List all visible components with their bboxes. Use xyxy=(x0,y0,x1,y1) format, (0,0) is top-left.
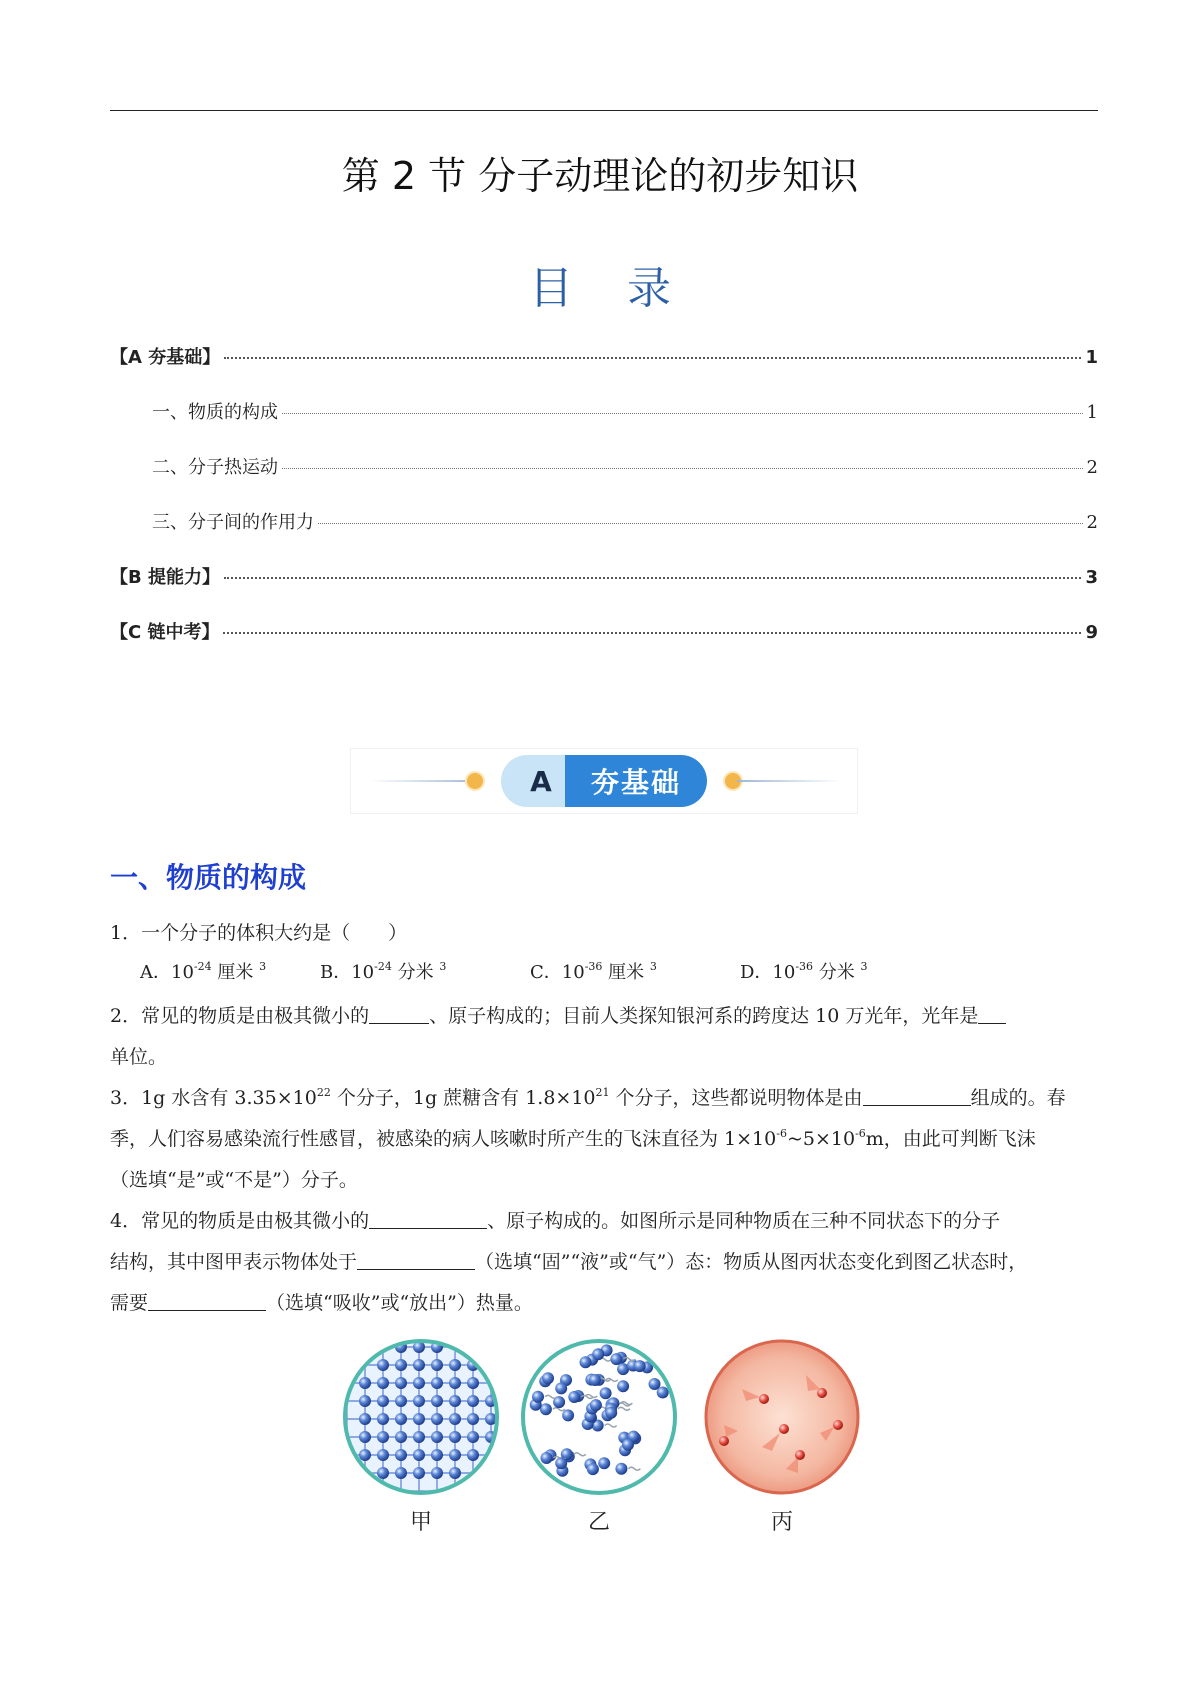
toc-label: 【C 链中考】 xyxy=(110,622,220,643)
molecule xyxy=(413,1377,425,1389)
toc-item-2[interactable] xyxy=(152,453,1098,479)
answer-blank[interactable] xyxy=(369,1001,429,1024)
toc-page: 9 xyxy=(1085,622,1098,643)
molecule xyxy=(359,1449,371,1461)
molecule xyxy=(413,1413,425,1425)
molecule xyxy=(649,1378,661,1390)
option-c: C．$10^{-36}$ 厘米 $^3$ xyxy=(530,960,657,983)
liquid-state-diagram xyxy=(519,1337,679,1497)
toc-heading: 目录 xyxy=(529,263,725,314)
toc-leader xyxy=(282,413,1083,414)
gas-state-diagram xyxy=(702,1337,862,1497)
molecule xyxy=(395,1431,407,1443)
option-d: D．$10^{-36}$ 分米 $^3$ xyxy=(740,960,868,983)
toc-label: 【A 夯基础】 xyxy=(110,347,221,368)
header-rule xyxy=(110,110,1098,111)
question-stem: 1．一个分子的体积大约是（ ） xyxy=(110,922,408,944)
molecule xyxy=(413,1467,425,1479)
molecule xyxy=(377,1449,389,1461)
molecule xyxy=(395,1377,407,1389)
molecule xyxy=(449,1359,461,1371)
figure-label-bing: 丙 xyxy=(770,1510,793,1535)
molecule xyxy=(568,1391,580,1403)
molecule xyxy=(377,1377,389,1389)
molecule xyxy=(413,1431,425,1443)
molecule xyxy=(532,1391,544,1403)
molecule xyxy=(377,1413,389,1425)
toc-page: 2 xyxy=(1086,512,1098,533)
banner-line-left xyxy=(369,780,481,782)
toc-item-b[interactable] xyxy=(110,563,1098,589)
option-a: A．$10^{-24}$ 厘米 $^3$ xyxy=(140,960,267,983)
molecule xyxy=(587,1463,599,1475)
molecule xyxy=(589,1374,601,1386)
molecule xyxy=(413,1359,425,1371)
molecule xyxy=(562,1409,574,1421)
molecule xyxy=(617,1380,629,1392)
molecule xyxy=(431,1467,443,1479)
toc-page: 1 xyxy=(1085,347,1098,368)
molecule xyxy=(413,1449,425,1461)
toc-leader xyxy=(224,357,1081,359)
toc-item-3[interactable] xyxy=(152,508,1098,534)
toc-label: 一、物质的构成 xyxy=(152,402,278,423)
toc-item-1[interactable] xyxy=(152,398,1098,424)
molecule xyxy=(431,1449,443,1461)
molecule xyxy=(359,1413,371,1425)
molecule xyxy=(377,1359,389,1371)
molecule xyxy=(377,1395,389,1407)
solid-state-diagram xyxy=(341,1337,501,1497)
molecule xyxy=(359,1377,371,1389)
molecule xyxy=(467,1377,479,1389)
molecule xyxy=(395,1467,407,1479)
molecule xyxy=(555,1457,567,1469)
molecule xyxy=(467,1449,479,1461)
molecule xyxy=(449,1377,461,1389)
molecule xyxy=(377,1431,389,1443)
molecule xyxy=(395,1395,407,1407)
molecule xyxy=(449,1431,461,1443)
molecule xyxy=(592,1348,604,1360)
toc-label: 二、分子热运动 xyxy=(152,457,278,478)
figure-label-yi: 乙 xyxy=(587,1510,610,1535)
molecule xyxy=(377,1467,389,1479)
molecule xyxy=(467,1431,479,1443)
molecule xyxy=(431,1377,443,1389)
molecule xyxy=(395,1413,407,1425)
molecule xyxy=(610,1353,622,1365)
molecule xyxy=(431,1413,443,1425)
answer-blank[interactable] xyxy=(369,1206,487,1229)
section-banner xyxy=(350,748,858,814)
toc-leader xyxy=(224,577,1081,579)
molecule xyxy=(449,1395,461,1407)
molecule xyxy=(615,1463,627,1475)
molecule xyxy=(541,1452,553,1464)
molecule xyxy=(467,1413,479,1425)
molecule xyxy=(449,1449,461,1461)
question-2: 2．常见的物质是由极其微小的 、原子构成的；目前人类探知银河系的跨度达 10 万光年，光年是 单位。 xyxy=(110,996,1100,1078)
question-1-options xyxy=(140,958,1040,988)
molecule xyxy=(622,1439,634,1451)
answer-blank[interactable] xyxy=(863,1083,971,1106)
question-4: 4．常见的物质是由极其微小的 、原子构成的。如图所示是同种物质在三种不同状态下的分子 结构，其中图甲表示物体处于 （选填“固”“液”或“气”）态：物质从图丙状态变化到图乙状态时， 需要 （选填“吸收”或“放出”）热量。 xyxy=(110,1201,1100,1324)
answer-blank[interactable] xyxy=(978,1001,1006,1024)
toc-page: 2 xyxy=(1086,457,1098,478)
molecule xyxy=(449,1467,461,1479)
toc-label: 三、分子间的作用力 xyxy=(152,512,314,533)
toc-item-c[interactable] xyxy=(110,618,1098,644)
molecule xyxy=(395,1449,407,1461)
banner-line-right xyxy=(737,780,841,782)
molecule xyxy=(580,1356,592,1368)
toc-item-a[interactable] xyxy=(110,343,1098,369)
banner-dot-left xyxy=(467,773,483,789)
molecule xyxy=(359,1431,371,1443)
toc-leader xyxy=(318,523,1083,524)
molecule xyxy=(431,1431,443,1443)
molecule xyxy=(555,1382,567,1394)
toc-leader xyxy=(282,468,1083,469)
question-1 xyxy=(110,913,1100,954)
answer-blank[interactable] xyxy=(148,1288,266,1311)
molecule xyxy=(413,1395,425,1407)
banner-text: 夯基础 xyxy=(565,755,707,807)
molecule xyxy=(600,1387,612,1399)
molecule xyxy=(395,1359,407,1371)
molecule xyxy=(431,1359,443,1371)
figure-label-jia: 甲 xyxy=(409,1510,432,1535)
toc-page: 1 xyxy=(1086,402,1098,423)
molecule xyxy=(598,1457,610,1469)
option-b: B．$10^{-24}$ 分米 $^3$ xyxy=(320,960,447,983)
question-3: 3．1g 水含有 $3.35\times 10^{22}$ 个分子，1g 蔗糖含有 $1.8\times 10^{21}$ 个分子，这些都说明物体是由 组成的。春 季，人们容易感染流行性感冒，被感染的病人咳嗽时所产生的飞沫直径为 $1\times 10^{-6}\sim 5\times 10^{-6}m$，由此可判断飞沫 （选填“是”或“不是”）分子。 xyxy=(110,1078,1100,1201)
molecule xyxy=(431,1395,443,1407)
toc-leader xyxy=(223,632,1081,634)
molecule xyxy=(590,1399,602,1411)
section-title: 一、物质的构成 xyxy=(110,861,307,894)
molecule xyxy=(540,1403,552,1415)
molecule xyxy=(467,1395,479,1407)
answer-blank[interactable] xyxy=(357,1247,475,1270)
molecule xyxy=(449,1413,461,1425)
molecule xyxy=(542,1372,554,1384)
molecule xyxy=(634,1360,646,1372)
banner-letter: A xyxy=(501,755,581,807)
page-title: 第 2 节 分子动理论的初步知识 xyxy=(341,154,859,198)
molecule xyxy=(359,1395,371,1407)
toc-label: 【B 提能力】 xyxy=(110,567,220,588)
molecule xyxy=(605,1407,617,1419)
toc-page: 3 xyxy=(1085,567,1098,588)
